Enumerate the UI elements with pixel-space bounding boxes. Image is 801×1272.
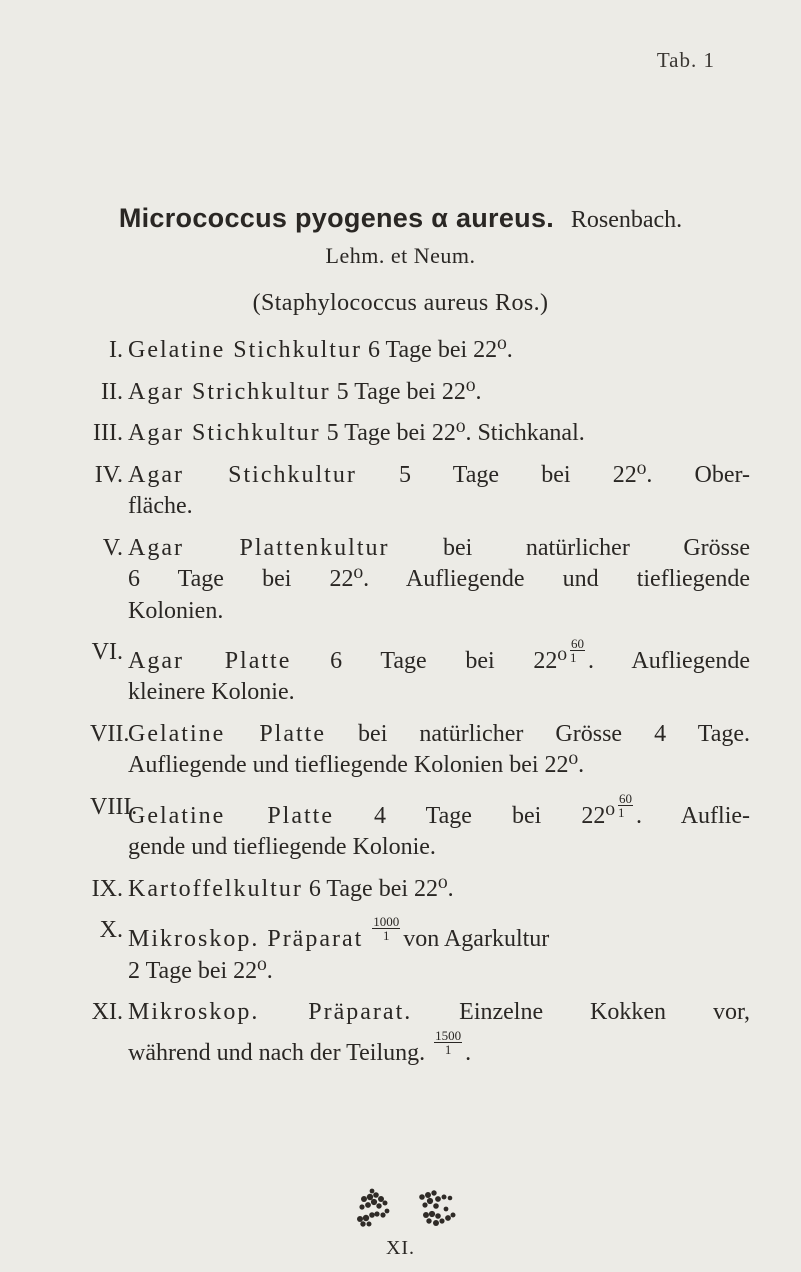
legend-item <box>90 418 750 450</box>
legend-item <box>90 377 750 409</box>
legend-item <box>90 792 750 864</box>
item-head: Kartoffelkultur <box>128 875 303 902</box>
item-text-line3: Kolonien. <box>128 597 224 624</box>
item-number: V. <box>102 534 123 561</box>
item-text: 5 Tage bei 22⁰. Stichkanal. <box>326 420 585 446</box>
species-name: Micrococcus pyogenes α aureus. <box>118 203 555 233</box>
synonym: (Staphylococcus aureus Ros.) <box>252 290 549 316</box>
legend-item <box>90 637 750 709</box>
magnification-fraction: $\frac{60}{1}$ <box>570 636 584 665</box>
figure-legend-list <box>90 335 750 1079</box>
legend-item <box>90 335 750 367</box>
item-number: XI. <box>91 999 123 1026</box>
right-cluster <box>419 1190 455 1226</box>
item-number: X. <box>99 917 123 944</box>
magnification-fraction: $\frac{1500}{1}$ <box>435 1027 462 1057</box>
legend-item <box>90 533 750 628</box>
item-head: Mikroskop. Präparat. <box>128 999 413 1026</box>
item-text-line2: 2 Tage bei 22⁰. <box>128 957 273 984</box>
legend-item <box>90 915 750 987</box>
item-head: Gelatine Platte <box>128 802 334 829</box>
item-text-after: . <box>465 1039 472 1066</box>
legend-item <box>90 719 750 782</box>
item-number: I. <box>109 337 123 363</box>
authors-line: Lehm. et Neum. <box>325 243 476 268</box>
item-text-line2: während und nach der Teilung. <box>128 1039 426 1066</box>
item-text: 6 Tage bei 22⁰. <box>308 875 454 902</box>
item-text-after: . Auflie- <box>635 802 751 829</box>
item-text: 6 Tage bei 22⁰. <box>367 337 513 363</box>
item-number: IV. <box>94 461 123 488</box>
item-text: 5 Tage bei 22⁰. Ober- <box>399 461 751 488</box>
item-number: III. <box>93 420 123 446</box>
item-text-line2: 6 Tage bei 22⁰. Aufliegende und tiefliegende <box>128 566 750 592</box>
item-head: Gelatine Platte <box>128 720 326 747</box>
item-text: bei natürlicher Grösse <box>443 534 751 561</box>
cocci-cluster-figure <box>350 1185 480 1233</box>
item-text: 6 Tage bei 22⁰ <box>330 647 567 674</box>
magnification-fraction: $\frac{60}{1}$ <box>617 790 632 820</box>
item-text-after: von Agarkultur <box>403 926 550 953</box>
species-author: Rosenbach. <box>570 207 683 233</box>
item-text: bei natürlicher Grösse 4 Tage. <box>358 720 751 747</box>
item-text-after: . Aufliegende <box>588 647 751 674</box>
item-head: Agar Stichkultur <box>128 420 321 446</box>
item-head: Agar Plattenkultur <box>128 534 390 561</box>
item-text-line2: Aufliegende und tiefliegende Kolonien bei 22⁰. <box>128 752 585 779</box>
item-head: Agar Stichkultur <box>128 461 357 488</box>
item-head: Gelatine Stichkultur <box>128 337 362 363</box>
left-cluster <box>357 1189 389 1227</box>
item-number: IX. <box>91 875 123 902</box>
item-number: II. <box>101 378 123 405</box>
item-text: 4 Tage bei 22⁰ <box>374 802 615 829</box>
page-title <box>0 203 801 234</box>
item-head: Agar Strichkultur <box>128 378 331 405</box>
figure-caption: XI. <box>385 1237 416 1259</box>
item-head: Mikroskop. Präparat <box>128 926 364 953</box>
item-text-line2: gende und tiefliegende Kolonie. <box>128 834 436 861</box>
item-text: Einzelne Kokken vor, <box>459 999 751 1026</box>
item-number: VII. <box>90 720 130 747</box>
legend-item <box>90 874 750 906</box>
plate-label: Tab. 1 <box>656 48 715 72</box>
magnification-fraction: $\frac{1000}{1}$ <box>373 914 400 944</box>
item-number: VI. <box>91 639 123 665</box>
item-head: Agar Platte <box>128 647 292 674</box>
item-text: 5 Tage bei 22⁰. <box>336 378 482 405</box>
item-number: VIII. <box>90 793 138 820</box>
item-text-line2: kleinere Kolonie. <box>128 679 295 706</box>
legend-item <box>90 460 750 523</box>
item-text-line2: fläche. <box>128 493 193 519</box>
legend-item <box>90 997 750 1069</box>
